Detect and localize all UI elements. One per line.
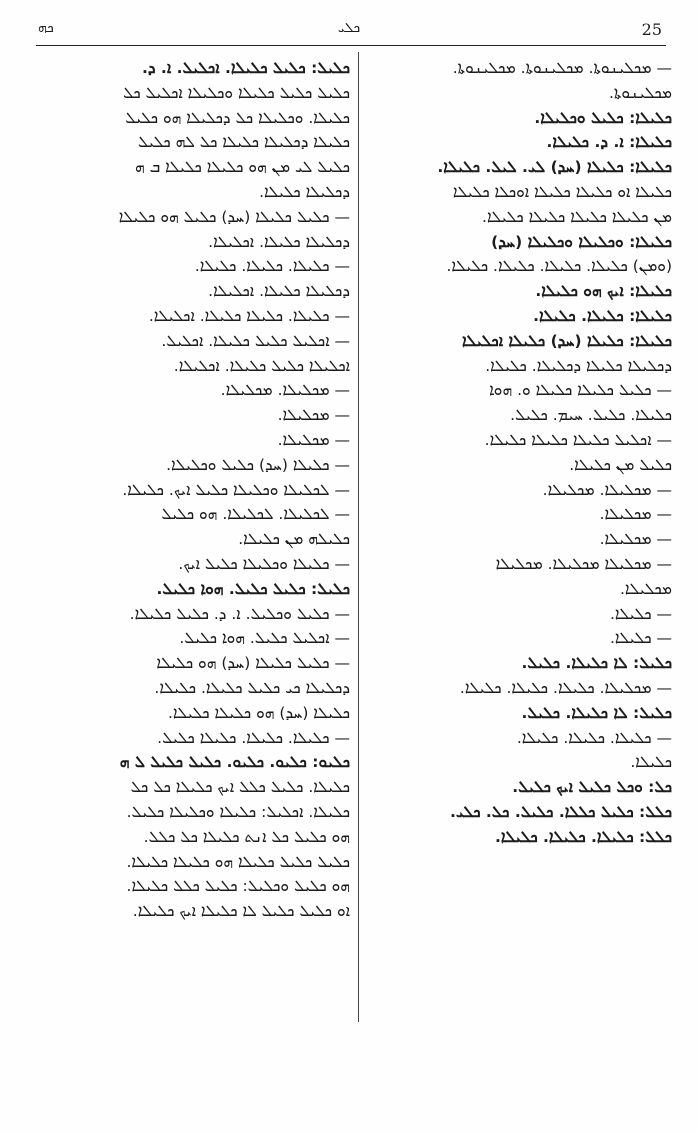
entry-text-line: — ܠܟܠܝܠܐ ܘܟܠܝܠܐ ܟܠܝܠ ܐܝܟ. ܟܠܝܠܐ. xyxy=(122,480,350,499)
entry-text-line: — ܟܠܝܠ ܘܟܠܝܠ. ܐ. ܕ. ܟܠܝܠ ܟܠܝܠܐ. xyxy=(129,604,350,623)
entry-headword-line: ܟܠ: ܘܟܠ ܟܠܝܠ ܐܝܟ ܟܠܝܠ. xyxy=(512,778,672,797)
entry-text-line: ܕܟܠܝܠܐ ܟܠܝܠܐ ܕܟܠܝܠܐ. ܟܠܝܠܐ. xyxy=(485,356,672,375)
entry-text-line: ܕܟܠܝܠܐ ܟܠܝܠܐ. ܐܟܠܝܠܐ. xyxy=(208,232,350,251)
entry-text-line: ܐܟܠܝܠܐ ܟܠܝܠ ܟܠܝܠܐ. ܐܟܠܝܠܐ. xyxy=(173,356,350,375)
entry-text-line: — ܡܟܠܝܠܐ. xyxy=(599,505,672,524)
page-header-center: ܟܠܝ xyxy=(337,20,361,36)
entry-headword-line: ܟܠܝܠ: ܠܐ ܟܠܝܠܐ. ܟܠܝܠ. xyxy=(521,654,672,673)
entry-text-line: ܟܠܝܠܗ ܡܢ ܟܠܝܠܐ. xyxy=(238,530,350,549)
entry-text-line: — ܟܠܝܠܐ ܘܟܠܝܠܐ ܟܠܝܠ ܐܝܟ. xyxy=(178,554,350,573)
entry-text-line: ܟܠܝܠܐ ܕܟܠܝܠܐ ܟܠܝܠܐ ܟܠ ܠܗ ܟܠܝܠ xyxy=(137,133,350,152)
entry-text-line: ܐܘ ܟܠܝܠ ܟܠܝܠ ܠܐ ܟܠܝܠܐ ܐܝܟ ܟܠܝܠܐ. xyxy=(132,902,350,921)
entry-text-line: ܟܠܝܠܐ. ܐܟܠܝܠ: ܟܠܝܠܐ ܘܟܠܝܠܐ ܟܠܝܠ. xyxy=(126,802,350,821)
entry-text-line: — ܡܟܠܝܠܐ. ܡܟܠܝܠܐ. xyxy=(542,480,672,499)
entry-headword-line: ܟܠܝܠܐ: ܟܠܝܠܐ (ܚܕ) ܟܠܝܠܐ ܐܟܠܝܠܐ xyxy=(462,331,672,350)
entry-text-line: — ܟܠܝܠܐ. ܟܠܝܠܐ ܟܠܝܠܐ. ܐܟܠܝܠܐ. xyxy=(148,306,350,325)
entry-text-line: ܕܟܠܝܠܐ ܟܠܝܠܐ. xyxy=(259,182,350,201)
entry-text-line: ܕܟܠܝܠܐ ܟܠܝܠܐ. ܐܟܠܝܠܐ. xyxy=(208,282,350,301)
entry-text-line: ܟܠܝܠ ܟܠܝܠ ܟܠܝܠܐ ܗܘ ܟܠܝܠܐ ܟܠܝܠܐ. xyxy=(126,852,350,871)
column-divider xyxy=(358,52,359,1022)
entry-text-line: — ܐܟܠܝܠ ܟܠܝܠܐ ܟܠܝܠܐ ܟܠܝܠܐ. xyxy=(484,430,672,449)
entry-text-line: — ܟܠܝܠܐ. ܟܠܝܠܐ. ܟܠܝܠܐ. xyxy=(194,257,350,276)
entry-text-line: — ܟܠܝܠܐ. ܟܠܝܠܐ. ܟܠܝܠܐ. xyxy=(516,728,672,747)
entry-text-line: — ܟܠܝܠܐ. ܟܠܝܠܐ. ܟܠܝܠܐ ܟܠܝܠ. xyxy=(157,728,350,747)
entry-text-line: ܗܘ ܟܠܝܠ ܘܟܠܝܠ: ܟܠܝܠ ܟܠܠ ܟܠܝܠܐ. xyxy=(126,877,350,896)
entry-text-line: — ܡܟܠܝܠܐ ܡܟܠܝܠܐ. ܡܟܠܝܠܐ xyxy=(495,554,672,573)
right-column xyxy=(366,56,672,1006)
entry-headword-line: ܟܠܝܠ: ܟܠܝܠ ܟܠܝܠ. ܗܘܐ ܟܠܝܠ. xyxy=(156,579,350,598)
entry-text-line: ܕܟܠܝܠܐ ܟܝ ܟܠܝܠ ܟܠܝܠܐ. ܟܠܝܠܐ. xyxy=(154,678,350,697)
entry-headword-line: ܟܠܠ: ܟܠܝܠܐ. ܟܠܝܠܐ. ܟܠܝܠܐ. xyxy=(495,827,672,846)
entry-text-line: (ܘܡܢ) ܟܠܝܠܐ. ܟܠܝܠܐ. ܟܠܝܠܐ. ܟܠܝܠܐ. xyxy=(446,257,672,276)
entry-headword-line: ܟܠܝܠܐ: ܘܟܠܝܠܐ ܘܟܠܝܠܐ (ܚܕ) xyxy=(491,232,672,251)
entry-text-line: — ܟܠܝܠ ܟܠܝܠܐ (ܚܕ) ܟܠܝܠ ܗܘ ܟܠܝܠܐ xyxy=(118,207,350,226)
entry-headword-line: ܟܠܝܠܐ: ܐܝܟ ܗܘ ܟܠܝܠܐ. xyxy=(535,282,672,301)
entry-text-line: ܟܠܝܠܐ. ܘܟܠܝܠܐ ܟܠ ܕܟܠܝܠܐ ܗܘ ܟܠܝܠ xyxy=(125,108,350,127)
entry-headword-line: ܟܠܠ: ܟܠܝܠ ܟܠܠܐ. ܟܠܝܠ. ܟܠ. ܟܠܝ. xyxy=(449,802,672,821)
entry-text-line: — ܡܟܠܝܠܐ. ܟܠܝܠܐ. ܟܠܝܠܐ. ܟܠܝܠܐ. xyxy=(459,678,672,697)
left-column xyxy=(44,56,350,1006)
entry-text-line: — ܐܟܠܝܠ ܟܠܝܠ. ܗܘܐ ܟܠܝܠ. xyxy=(179,629,350,648)
header-rule xyxy=(36,45,666,46)
entry-text-line: — ܟܠܝܠܐ (ܚܕ) ܟܠܝܠ ܘܟܠܝܠܐ. xyxy=(166,455,350,474)
entry-text-line: — ܡܟܠܝܠܐ. xyxy=(599,530,672,549)
entry-text-line: ܟܠܝܠ ܠܝ ܡܢ ܗܘ ܟܠܝܠܐ ܟܠܝܠܐ ܒ ܗ xyxy=(134,158,350,177)
entry-headword-line: ܟܠܝܠܐ: ܟܠܝܠܐ. ܟܠܝܠܐ. xyxy=(533,306,672,325)
entry-text-line: — ܟܠܝܠ ܟܠܝܠܐ ܟܠܝܠܐ ܘ. ܗܘܐ xyxy=(489,381,672,400)
entry-text-line: ܟܠܝܠܐ. ܟܠܝܠ ܟܠܠ ܐܝܟ ܟܠܝܠܐ ܟܠ ܟܠ xyxy=(130,778,350,797)
entry-text-line: ܟܠܝܠ ܟܠܝܠ ܟܠܝܠܐ ܘܟܠܝܠܐ ܐܟܠܝܠ ܟܠ xyxy=(123,83,350,102)
page-header-left: ܟܗ xyxy=(38,20,54,36)
entry-headword-line: ܟܠܝܘ: ܟܠܝܘ. ܟܠܝܘ. ܟܠܝܠ ܟܠܝܠ ܠ ܗ xyxy=(119,753,350,772)
entry-headword-line: ܟܠܝܠܐ: ܟܠܝܠ ܘܟܠܝܠܐ. xyxy=(534,108,672,127)
entry-text-line: ܡܟܠܝܠܐ. xyxy=(620,579,672,598)
entry-text-line: ܟܠܝܠܐ ܐܘ ܟܠܝܠܐ ܟܠܝܠܐ ܐܘܟܠܐ ܟܠܝܠܐ xyxy=(452,182,672,201)
entry-text-line: — ܟܠܝܠܐ. xyxy=(609,604,672,623)
entry-text-line: ܟܠܝܠܐ. ܟܠܝܠ. ܚܝܡ. ܟܠܝܠ. xyxy=(510,406,672,425)
entry-text-line: — ܡܟܠܝܠܐ. ܡܟܠܝܠܐ. xyxy=(220,381,350,400)
entry-text-line: — ܐܟܠܝܠ ܟܠܝܠ ܟܠܝܠܐ. ܐܟܠܝܠ. xyxy=(161,331,350,350)
entry-text-line: — ܟܠܝܠ ܟܠܝܠܐ (ܚܕ) ܗܘ ܟܠܝܠܐ xyxy=(156,654,350,673)
entry-text-line: ܡܢ ܟܠܝܠܐ ܟܠܝܠܐ ܟܠܝܠܐ ܟܠܝܠܐ. xyxy=(482,207,672,226)
entry-headword-line: ܟܠܝܠܐ: ܐ. ܕ. ܟܠܝܠܐ. xyxy=(546,133,672,152)
page-number: 25 xyxy=(641,20,662,39)
entry-text-line: ܟܠܝܠܐ (ܚܕ) ܗܘ ܟܠܝܠܐ ܟܠܝܠܐ. xyxy=(167,703,350,722)
entry-text-line: — ܡܟܠܝܢܘܬܐ. ܡܟܠܝܢܘܬܐ. ܡܟܠܝܢܘܬܐ. xyxy=(452,59,672,77)
entry-headword-line: ܟܠܝܠ: ܠܐ ܟܠܝܠܐ. ܟܠܝܠ. xyxy=(521,703,672,722)
entry-text-line: — ܟܠܝܠܐ. xyxy=(609,629,672,648)
entry-text-line: — ܡܟܠܝܠܐ. xyxy=(277,430,350,449)
entry-headword-line: ܟܠܝܠ: ܟܠܝܠ ܟܠܝܠܐ. ܐܟܠܝܠ. ܐ. ܕ. xyxy=(141,59,350,77)
entry-text-line: — ܡܟܠܝܠܐ. xyxy=(277,406,350,425)
entry-headword-line: ܟܠܝܠܐ: ܟܠܝܠܐ (ܚܕ) ܠܝ. ܠܝܠ. ܟܠܝܠܐ. xyxy=(437,158,672,177)
entry-text-line: ܟܠܝܠ ܡܢ ܟܠܝܠܐ. xyxy=(569,455,672,474)
entry-text-line: ܡܟܠܝܢܘܬܐ. xyxy=(609,83,672,102)
entry-text-line: — ܠܟܠܝܠܐ. ܠܟܠܝܠܐ. ܗܘ ܟܠܝܠ xyxy=(161,505,350,524)
entry-text-line: ܟܠܝܠܐ. xyxy=(630,753,672,772)
entry-text-line: ܗܘ ܟܠܝܠ ܟܠ ܐܢܬ ܟܠܝܠܐ ܟܠ ܟܠܠ. xyxy=(143,827,350,846)
